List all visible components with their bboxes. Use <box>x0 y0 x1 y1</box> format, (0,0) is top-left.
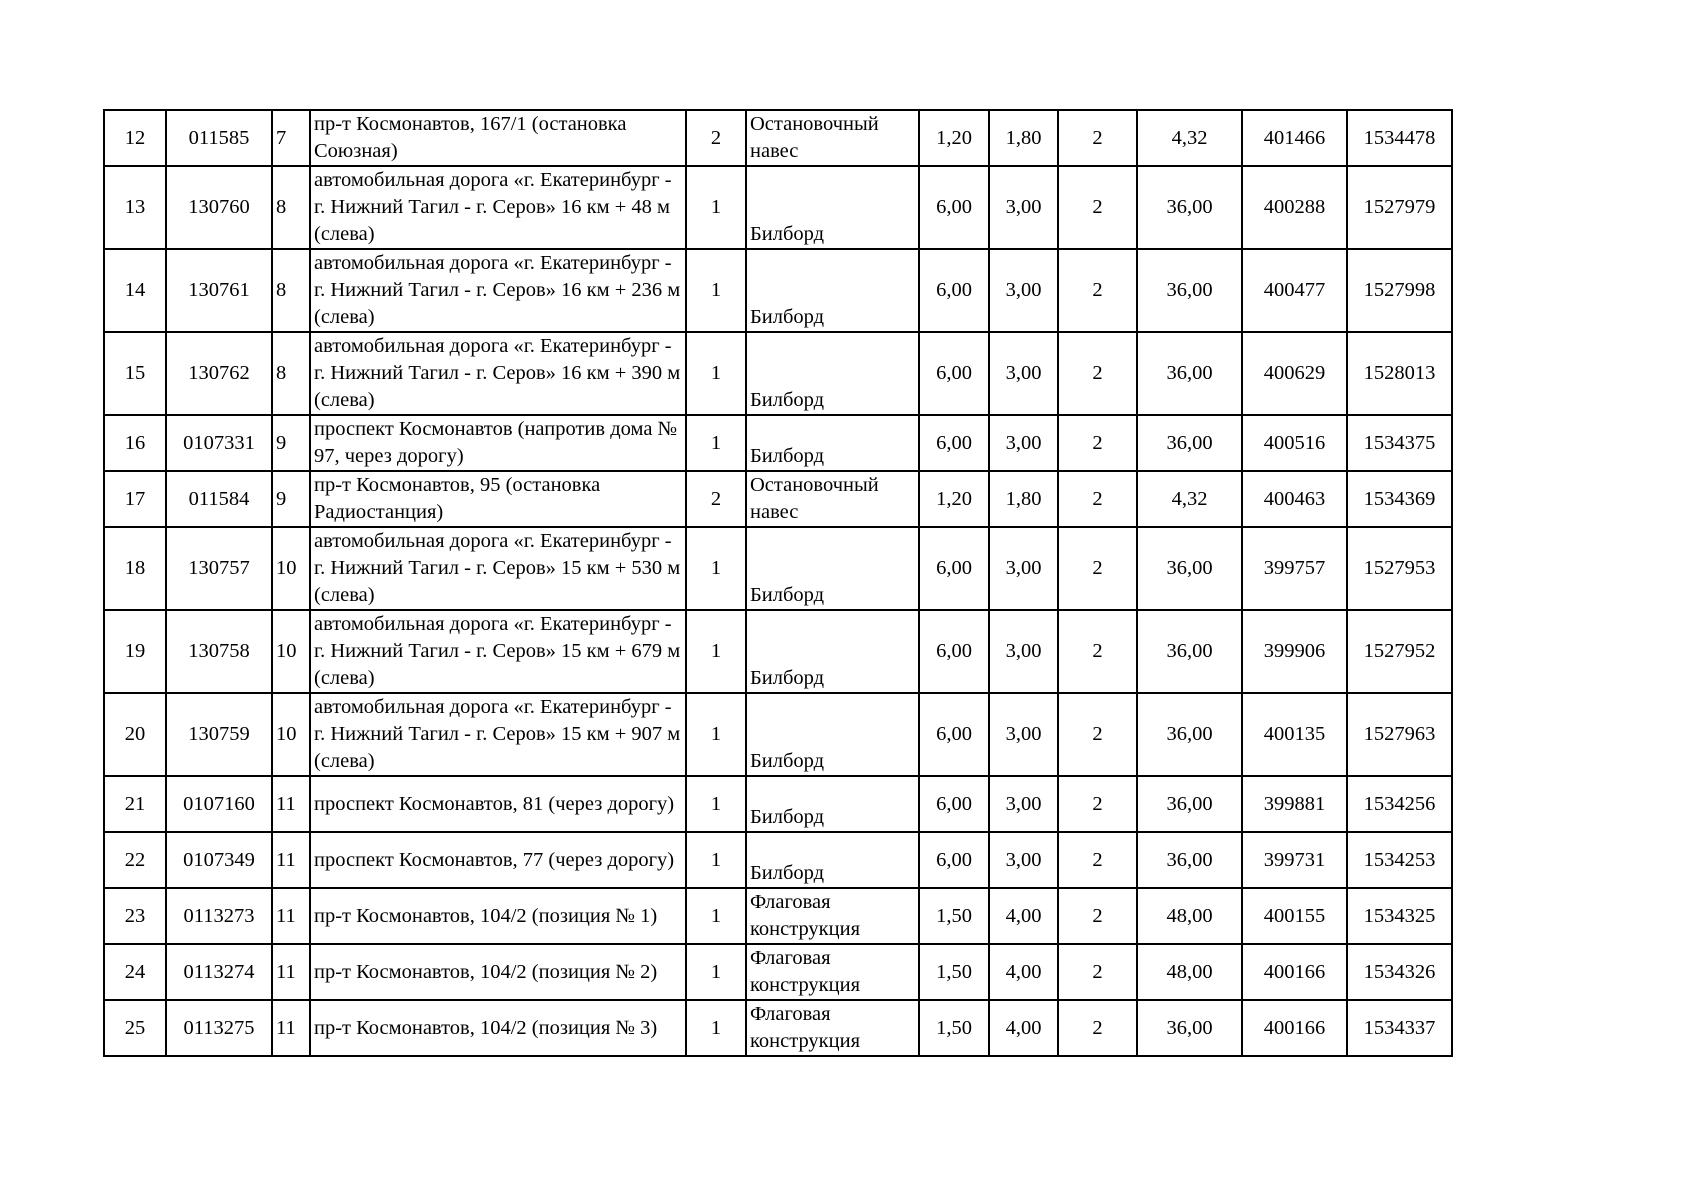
cell-address: пр-т Космонавтов, 167/1 (остановка Союзная) <box>310 110 686 166</box>
cell-faces: 2 <box>1058 693 1137 776</box>
cell-width: 1,20 <box>919 471 989 527</box>
cell-sides: 1 <box>686 888 746 944</box>
cell-group: 11 <box>272 944 310 1000</box>
cell-code: 0113274 <box>166 944 272 1000</box>
cell-address: автомобильная дорога «г. Екатеринбург - г. Нижний Тагил - г. Серов» 15 км + 907 м (слева) <box>310 693 686 776</box>
cell-type: Билборд <box>746 610 919 693</box>
cell-y: 1527963 <box>1347 693 1452 776</box>
cell-faces: 2 <box>1058 249 1137 332</box>
cell-faces: 2 <box>1058 527 1137 610</box>
table-row <box>104 832 1452 888</box>
cell-width: 6,00 <box>919 527 989 610</box>
cell-type: Флаговая конструкция <box>746 1000 919 1056</box>
cell-y: 1527998 <box>1347 249 1452 332</box>
cell-address: автомобильная дорога «г. Екатеринбург - г. Нижний Тагил - г. Серов» 15 км + 530 м (слева) <box>310 527 686 610</box>
cell-group: 9 <box>272 415 310 471</box>
cell-row-number: 12 <box>104 110 166 166</box>
cell-height: 3,00 <box>989 610 1058 693</box>
cell-code: 130762 <box>166 332 272 415</box>
cell-x: 400135 <box>1242 693 1347 776</box>
cell-faces: 2 <box>1058 166 1137 249</box>
cell-code: 011584 <box>166 471 272 527</box>
cell-type: Остановочный навес <box>746 471 919 527</box>
cell-area: 36,00 <box>1137 610 1242 693</box>
cell-group: 7 <box>272 110 310 166</box>
cell-faces: 2 <box>1058 415 1137 471</box>
cell-x: 400155 <box>1242 888 1347 944</box>
cell-x: 400463 <box>1242 471 1347 527</box>
cell-code: 0107160 <box>166 776 272 832</box>
cell-y: 1534375 <box>1347 415 1452 471</box>
cell-area: 36,00 <box>1137 776 1242 832</box>
cell-group: 11 <box>272 888 310 944</box>
table-body <box>104 110 1452 1056</box>
cell-code: 0107331 <box>166 415 272 471</box>
cell-sides: 2 <box>686 110 746 166</box>
cell-code: 130761 <box>166 249 272 332</box>
cell-row-number: 16 <box>104 415 166 471</box>
cell-width: 6,00 <box>919 610 989 693</box>
cell-sides: 2 <box>686 471 746 527</box>
cell-area: 36,00 <box>1137 693 1242 776</box>
cell-type: Билборд <box>746 527 919 610</box>
table-row <box>104 1000 1452 1056</box>
cell-address: пр-т Космонавтов, 95 (остановка Радиостанция) <box>310 471 686 527</box>
cell-row-number: 20 <box>104 693 166 776</box>
cell-code: 0113273 <box>166 888 272 944</box>
cell-y: 1534253 <box>1347 832 1452 888</box>
cell-group: 11 <box>272 832 310 888</box>
cell-x: 400166 <box>1242 944 1347 1000</box>
cell-y: 1528013 <box>1347 332 1452 415</box>
cell-x: 400629 <box>1242 332 1347 415</box>
cell-sides: 1 <box>686 166 746 249</box>
cell-code: 130759 <box>166 693 272 776</box>
cell-group: 10 <box>272 610 310 693</box>
cell-code: 130757 <box>166 527 272 610</box>
cell-group: 8 <box>272 332 310 415</box>
cell-row-number: 17 <box>104 471 166 527</box>
cell-height: 4,00 <box>989 944 1058 1000</box>
table-row <box>104 249 1452 332</box>
cell-width: 6,00 <box>919 832 989 888</box>
cell-row-number: 15 <box>104 332 166 415</box>
cell-group: 8 <box>272 166 310 249</box>
cell-height: 3,00 <box>989 249 1058 332</box>
cell-area: 4,32 <box>1137 110 1242 166</box>
table-row <box>104 110 1452 166</box>
cell-area: 36,00 <box>1137 166 1242 249</box>
cell-y: 1534325 <box>1347 888 1452 944</box>
cell-width: 1,50 <box>919 888 989 944</box>
cell-height: 3,00 <box>989 166 1058 249</box>
cell-group: 11 <box>272 1000 310 1056</box>
cell-width: 6,00 <box>919 249 989 332</box>
cell-width: 1,50 <box>919 944 989 1000</box>
cell-height: 3,00 <box>989 527 1058 610</box>
cell-faces: 2 <box>1058 110 1137 166</box>
cell-width: 1,50 <box>919 1000 989 1056</box>
cell-type: Билборд <box>746 249 919 332</box>
cell-x: 400166 <box>1242 1000 1347 1056</box>
cell-address: проспект Космонавтов, 77 (через дорогу) <box>310 832 686 888</box>
cell-area: 48,00 <box>1137 888 1242 944</box>
cell-row-number: 25 <box>104 1000 166 1056</box>
cell-code: 011585 <box>166 110 272 166</box>
table-row <box>104 610 1452 693</box>
cell-area: 36,00 <box>1137 415 1242 471</box>
cell-width: 6,00 <box>919 415 989 471</box>
cell-x: 399757 <box>1242 527 1347 610</box>
cell-row-number: 23 <box>104 888 166 944</box>
cell-group: 10 <box>272 527 310 610</box>
cell-type: Билборд <box>746 166 919 249</box>
cell-height: 3,00 <box>989 776 1058 832</box>
cell-code: 130758 <box>166 610 272 693</box>
cell-row-number: 19 <box>104 610 166 693</box>
cell-faces: 2 <box>1058 1000 1137 1056</box>
cell-x: 399731 <box>1242 832 1347 888</box>
table-row <box>104 776 1452 832</box>
cell-height: 3,00 <box>989 693 1058 776</box>
cell-height: 1,80 <box>989 471 1058 527</box>
cell-area: 36,00 <box>1137 332 1242 415</box>
cell-y: 1534326 <box>1347 944 1452 1000</box>
table-row <box>104 527 1452 610</box>
cell-faces: 2 <box>1058 888 1137 944</box>
cell-width: 6,00 <box>919 693 989 776</box>
cell-row-number: 21 <box>104 776 166 832</box>
cell-x: 399881 <box>1242 776 1347 832</box>
cell-address: проспект Космонавтов, 81 (через дорогу) <box>310 776 686 832</box>
table-row <box>104 693 1452 776</box>
cell-address: автомобильная дорога «г. Екатеринбург - г. Нижний Тагил - г. Серов» 15 км + 679 м (слева) <box>310 610 686 693</box>
cell-sides: 1 <box>686 832 746 888</box>
cell-address: пр-т Космонавтов, 104/2 (позиция № 1) <box>310 888 686 944</box>
cell-address: автомобильная дорога «г. Екатеринбург - г. Нижний Тагил - г. Серов» 16 км + 48 м (слева) <box>310 166 686 249</box>
cell-group: 9 <box>272 471 310 527</box>
cell-faces: 2 <box>1058 776 1137 832</box>
cell-row-number: 22 <box>104 832 166 888</box>
cell-sides: 1 <box>686 610 746 693</box>
table-row <box>104 888 1452 944</box>
cell-code: 130760 <box>166 166 272 249</box>
cell-height: 4,00 <box>989 888 1058 944</box>
cell-width: 6,00 <box>919 166 989 249</box>
cell-area: 36,00 <box>1137 1000 1242 1056</box>
cell-sides: 1 <box>686 415 746 471</box>
table-row <box>104 166 1452 249</box>
cell-type: Флаговая конструкция <box>746 888 919 944</box>
cell-address: пр-т Космонавтов, 104/2 (позиция № 3) <box>310 1000 686 1056</box>
cell-type: Билборд <box>746 693 919 776</box>
data-table <box>103 109 1453 1057</box>
cell-y: 1534256 <box>1347 776 1452 832</box>
cell-area: 36,00 <box>1137 527 1242 610</box>
cell-code: 0113275 <box>166 1000 272 1056</box>
cell-area: 48,00 <box>1137 944 1242 1000</box>
cell-x: 400477 <box>1242 249 1347 332</box>
cell-sides: 1 <box>686 693 746 776</box>
cell-sides: 1 <box>686 527 746 610</box>
cell-faces: 2 <box>1058 832 1137 888</box>
cell-address: пр-т Космонавтов, 104/2 (позиция № 2) <box>310 944 686 1000</box>
cell-address: автомобильная дорога «г. Екатеринбург - г. Нижний Тагил - г. Серов» 16 км + 390 м (слева) <box>310 332 686 415</box>
cell-code: 0107349 <box>166 832 272 888</box>
cell-sides: 1 <box>686 249 746 332</box>
cell-height: 1,80 <box>989 110 1058 166</box>
cell-height: 3,00 <box>989 832 1058 888</box>
cell-area: 4,32 <box>1137 471 1242 527</box>
cell-type: Остановочный навес <box>746 110 919 166</box>
table-row <box>104 471 1452 527</box>
cell-faces: 2 <box>1058 332 1137 415</box>
cell-row-number: 14 <box>104 249 166 332</box>
cell-row-number: 13 <box>104 166 166 249</box>
cell-sides: 1 <box>686 776 746 832</box>
cell-area: 36,00 <box>1137 249 1242 332</box>
cell-address: проспект Космонавтов (напротив дома № 97, через дорогу) <box>310 415 686 471</box>
cell-sides: 1 <box>686 332 746 415</box>
cell-sides: 1 <box>686 944 746 1000</box>
cell-x: 400516 <box>1242 415 1347 471</box>
cell-area: 36,00 <box>1137 832 1242 888</box>
cell-type: Билборд <box>746 832 919 888</box>
cell-group: 11 <box>272 776 310 832</box>
cell-y: 1534337 <box>1347 1000 1452 1056</box>
cell-type: Билборд <box>746 776 919 832</box>
cell-x: 400288 <box>1242 166 1347 249</box>
cell-y: 1534478 <box>1347 110 1452 166</box>
cell-width: 1,20 <box>919 110 989 166</box>
cell-row-number: 18 <box>104 527 166 610</box>
cell-faces: 2 <box>1058 610 1137 693</box>
cell-address: автомобильная дорога «г. Екатеринбург - г. Нижний Тагил - г. Серов» 16 км + 236 м (слева) <box>310 249 686 332</box>
cell-faces: 2 <box>1058 471 1137 527</box>
cell-height: 3,00 <box>989 415 1058 471</box>
cell-width: 6,00 <box>919 776 989 832</box>
cell-sides: 1 <box>686 1000 746 1056</box>
cell-row-number: 24 <box>104 944 166 1000</box>
cell-y: 1527979 <box>1347 166 1452 249</box>
cell-height: 4,00 <box>989 1000 1058 1056</box>
cell-type: Флаговая конструкция <box>746 944 919 1000</box>
table-row <box>104 415 1452 471</box>
cell-group: 8 <box>272 249 310 332</box>
table-row <box>104 332 1452 415</box>
cell-height: 3,00 <box>989 332 1058 415</box>
table-row <box>104 944 1452 1000</box>
cell-group: 10 <box>272 693 310 776</box>
cell-width: 6,00 <box>919 332 989 415</box>
cell-x: 401466 <box>1242 110 1347 166</box>
cell-x: 399906 <box>1242 610 1347 693</box>
cell-y: 1534369 <box>1347 471 1452 527</box>
cell-y: 1527953 <box>1347 527 1452 610</box>
cell-y: 1527952 <box>1347 610 1452 693</box>
cell-type: Билборд <box>746 415 919 471</box>
cell-faces: 2 <box>1058 944 1137 1000</box>
cell-type: Билборд <box>746 332 919 415</box>
